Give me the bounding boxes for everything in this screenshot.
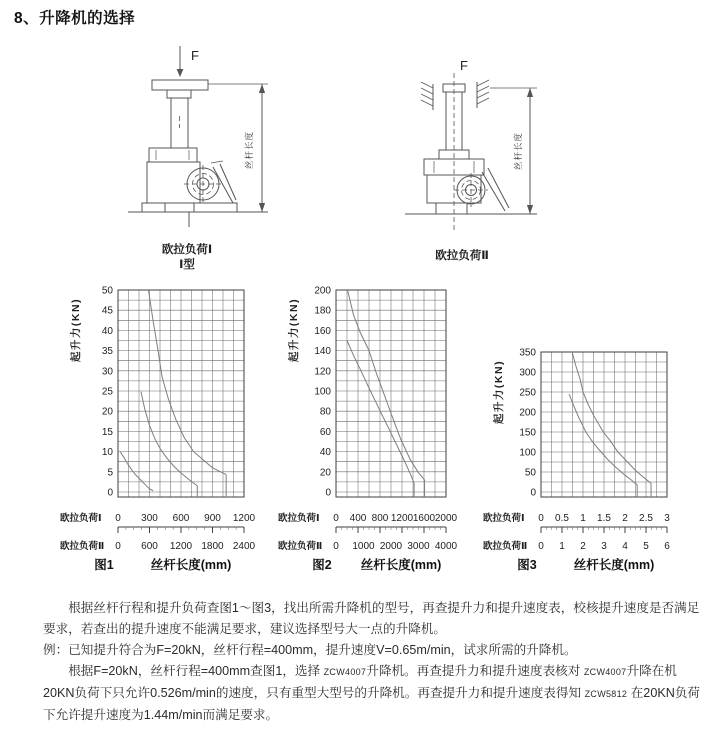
svg-text:起升力(KN): 起升力(KN) [70,297,82,363]
svg-text:1800: 1800 [201,541,224,552]
svg-text:4: 4 [622,541,628,552]
svg-text:400: 400 [349,513,367,524]
svg-text:10: 10 [101,447,113,459]
svg-text:300: 300 [141,513,158,524]
svg-text:2.5: 2.5 [639,513,653,524]
figure2-chart [278,283,468,583]
svg-text:4000: 4000 [434,541,458,552]
svg-text:6: 6 [664,541,670,552]
model-number: ZCW4007 [583,667,627,677]
svg-text:50: 50 [524,467,536,479]
svg-text:0: 0 [115,513,121,524]
svg-text:0: 0 [107,487,113,499]
paragraph-example: 例：已知提升符合为F=20kN，丝杆行程=400mm，提升速度V=0.65m/min，试求所需的升降机。 [43,643,577,657]
svg-text:800: 800 [371,513,389,524]
svg-text:欧拉负荷Ⅱ: 欧拉负荷Ⅱ [278,541,323,552]
svg-text:350: 350 [519,347,536,359]
page-title: 8、升降机的选择 [14,10,136,27]
svg-text:100: 100 [519,447,536,459]
euler-load-1-caption: 欧拉负荷Ⅰ [161,244,213,256]
svg-text:60: 60 [319,426,331,438]
svg-text:180: 180 [314,305,331,317]
svg-text:欧拉负荷Ⅰ: 欧拉负荷Ⅰ [278,513,320,524]
svg-text:图2: 图2 [312,558,332,572]
svg-text:0: 0 [333,541,339,552]
svg-text:1.5: 1.5 [597,513,611,524]
svg-text:200: 200 [314,285,331,297]
svg-text:0.5: 0.5 [555,513,569,524]
screw-length-label: 丝杆长度 [513,131,523,171]
svg-text:3: 3 [601,541,607,552]
svg-text:30: 30 [101,366,113,378]
svg-text:5: 5 [107,467,113,479]
euler-load-2-caption: 欧拉负荷Ⅱ [435,250,489,262]
type-1-caption: Ⅰ型 [179,259,195,271]
svg-text:0: 0 [115,541,121,552]
model-number: ZCW4007 [323,667,367,677]
svg-text:150: 150 [519,427,536,439]
svg-text:丝杆长度(mm): 丝杆长度(mm) [150,558,232,572]
svg-text:起升力(KN): 起升力(KN) [288,297,300,363]
svg-text:0: 0 [530,487,536,499]
svg-text:欧拉负荷Ⅱ: 欧拉负荷Ⅱ [60,541,105,552]
svg-text:600: 600 [172,513,190,524]
svg-text:0: 0 [333,513,339,524]
svg-text:140: 140 [314,346,331,358]
svg-text:图3: 图3 [517,558,537,572]
svg-text:丝杆长度(mm): 丝杆长度(mm) [573,558,655,572]
svg-text:2000: 2000 [434,513,458,524]
svg-text:160: 160 [314,325,331,337]
svg-text:欧拉负荷Ⅰ: 欧拉负荷Ⅰ [60,513,102,524]
svg-text:起升力(KN): 起升力(KN) [493,359,505,425]
body-text [43,598,707,726]
svg-text:2400: 2400 [232,541,256,552]
svg-text:0: 0 [538,513,544,524]
dimension-line [490,88,537,214]
svg-text:40: 40 [319,447,331,459]
svg-text:图1: 图1 [94,558,114,572]
svg-text:40: 40 [101,325,113,337]
svg-text:25: 25 [101,386,113,398]
svg-text:1000: 1000 [352,541,375,552]
svg-text:2: 2 [580,541,586,552]
dimension-line [208,84,268,212]
force-arrow [177,46,199,77]
svg-text:3: 3 [664,513,670,524]
svg-text:2: 2 [622,513,628,524]
force-label: F [191,48,199,63]
svg-text:100: 100 [314,386,331,398]
svg-text:120: 120 [314,366,331,378]
svg-text:45: 45 [101,305,113,317]
svg-text:20: 20 [101,406,113,418]
svg-text:欧拉负荷Ⅰ: 欧拉负荷Ⅰ [483,513,525,524]
svg-text:80: 80 [319,406,331,418]
svg-text:0: 0 [325,487,331,499]
svg-text:1600: 1600 [412,513,436,524]
svg-text:丝杆长度(mm): 丝杆长度(mm) [360,558,442,572]
svg-text:300: 300 [519,367,536,379]
svg-text:600: 600 [141,541,158,552]
paragraph-solution: 根据F=20kN，丝杆行程=400mm查图1，选择 ZCW4007升降机。再查提升力和提升速度表核对 ZCW4007升降在机20KN负荷下只允许0.526m/min的速度，只有重型大型号的升降机。再查提升力和提升速度表得知 ZCW5812 在20KN负荷下允许提升速度为1.44m/min而满足要求。 [43,664,701,722]
force-label: F [460,58,468,73]
svg-text:250: 250 [519,387,536,399]
paragraph-selection-note: 根据丝杆行程和提升负荷查图1～图3，找出所需升降机的型号，再查提升力和提升速度表，校核提升速度是否满足要求，若查出的提升速度不能满足要求，建议选择型号大一点的升降机。 [43,601,700,636]
svg-text:欧拉负荷Ⅱ: 欧拉负荷Ⅱ [483,541,528,552]
worm-gear [184,161,236,203]
svg-text:50: 50 [101,285,113,297]
svg-text:900: 900 [204,513,221,524]
svg-text:15: 15 [101,426,113,438]
svg-text:1: 1 [559,541,565,552]
screw-jack-diagram-type1 [120,42,300,238]
figure1-chart [60,283,266,583]
svg-text:1: 1 [580,513,586,524]
screw-length-label: 丝杆长度 [244,130,254,170]
svg-text:20: 20 [319,467,331,479]
svg-text:1200: 1200 [169,541,193,552]
svg-text:5: 5 [643,541,649,552]
svg-text:3000: 3000 [407,541,430,552]
svg-text:1200: 1200 [232,513,256,524]
svg-text:1200: 1200 [390,513,414,524]
svg-text:0: 0 [538,541,544,552]
svg-text:2000: 2000 [379,541,403,552]
screw-jack-diagram-type2 [390,55,568,237]
figure3-chart [483,283,689,583]
model-number: ZCW5812 [584,689,628,699]
svg-text:200: 200 [519,407,536,419]
svg-text:35: 35 [101,346,113,358]
